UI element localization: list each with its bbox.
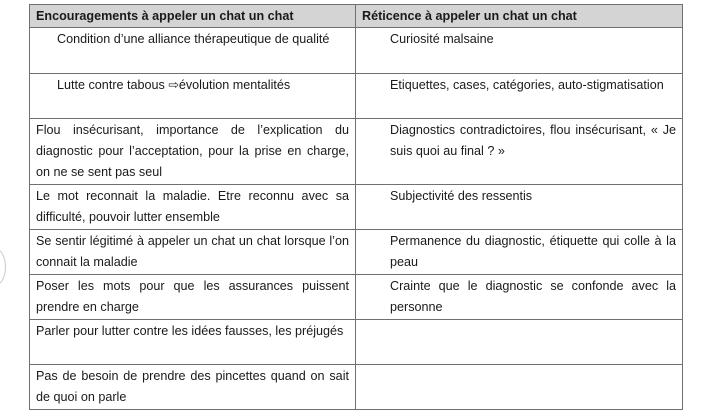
table-row [30, 185, 683, 230]
comparison-table [29, 4, 683, 410]
table-row [30, 320, 683, 365]
cell-reticence: Etiquettes, cases, catégories, auto-stigmatisation [356, 74, 683, 119]
table-row [30, 28, 683, 74]
cell-reticence: Diagnostics contradictoires, flou insécurisant, « Je suis quoi au final ? » [356, 119, 683, 185]
cell-encouragement: Se sentir légitimé à appeler un chat un chat lorsque l’on connait la maladie [30, 230, 356, 275]
table-row [30, 365, 683, 410]
cell-reticence [356, 365, 683, 410]
table-row [30, 119, 683, 185]
table-header-row [30, 5, 683, 28]
cell-encouragement: Parler pour lutter contre les idées fausses, les préjugés [30, 320, 356, 365]
cell-reticence: Curiosité malsaine [356, 28, 683, 74]
table-row [30, 230, 683, 275]
table-row [30, 74, 683, 119]
table-row [30, 275, 683, 320]
cell-reticence: Permanence du diagnostic, étiquette qui colle à la peau [356, 230, 683, 275]
header-encouragements: Encouragements à appeler un chat un chat [30, 5, 356, 28]
cell-reticence: Subjectivité des ressentis [356, 185, 683, 230]
cell-encouragement: Flou insécurisant, importance de l’explication du diagnostic pour l’acceptation, pour la prise en charge, on ne se sent pas seul [30, 119, 356, 185]
cell-reticence [356, 320, 683, 365]
cell-encouragement: Lutte contre tabous ⇨évolution mentalités [30, 74, 356, 119]
cell-reticence: Crainte que le diagnostic se confonde avec la personne [356, 275, 683, 320]
header-reticence: Réticence à appeler un chat un chat [356, 5, 683, 28]
cell-encouragement: Le mot reconnait la maladie. Etre reconnu avec sa difficulté, pouvoir lutter ensemble [30, 185, 356, 230]
cell-encouragement: Pas de besoin de prendre des pincettes quand on sait de quoi on parle [30, 365, 356, 410]
cell-encouragement: Poser les mots pour que les assurances puissent prendre en charge [30, 275, 356, 320]
page-edge-arc [0, 248, 6, 286]
cell-encouragement: Condition d’une alliance thérapeutique de qualité [30, 28, 356, 74]
